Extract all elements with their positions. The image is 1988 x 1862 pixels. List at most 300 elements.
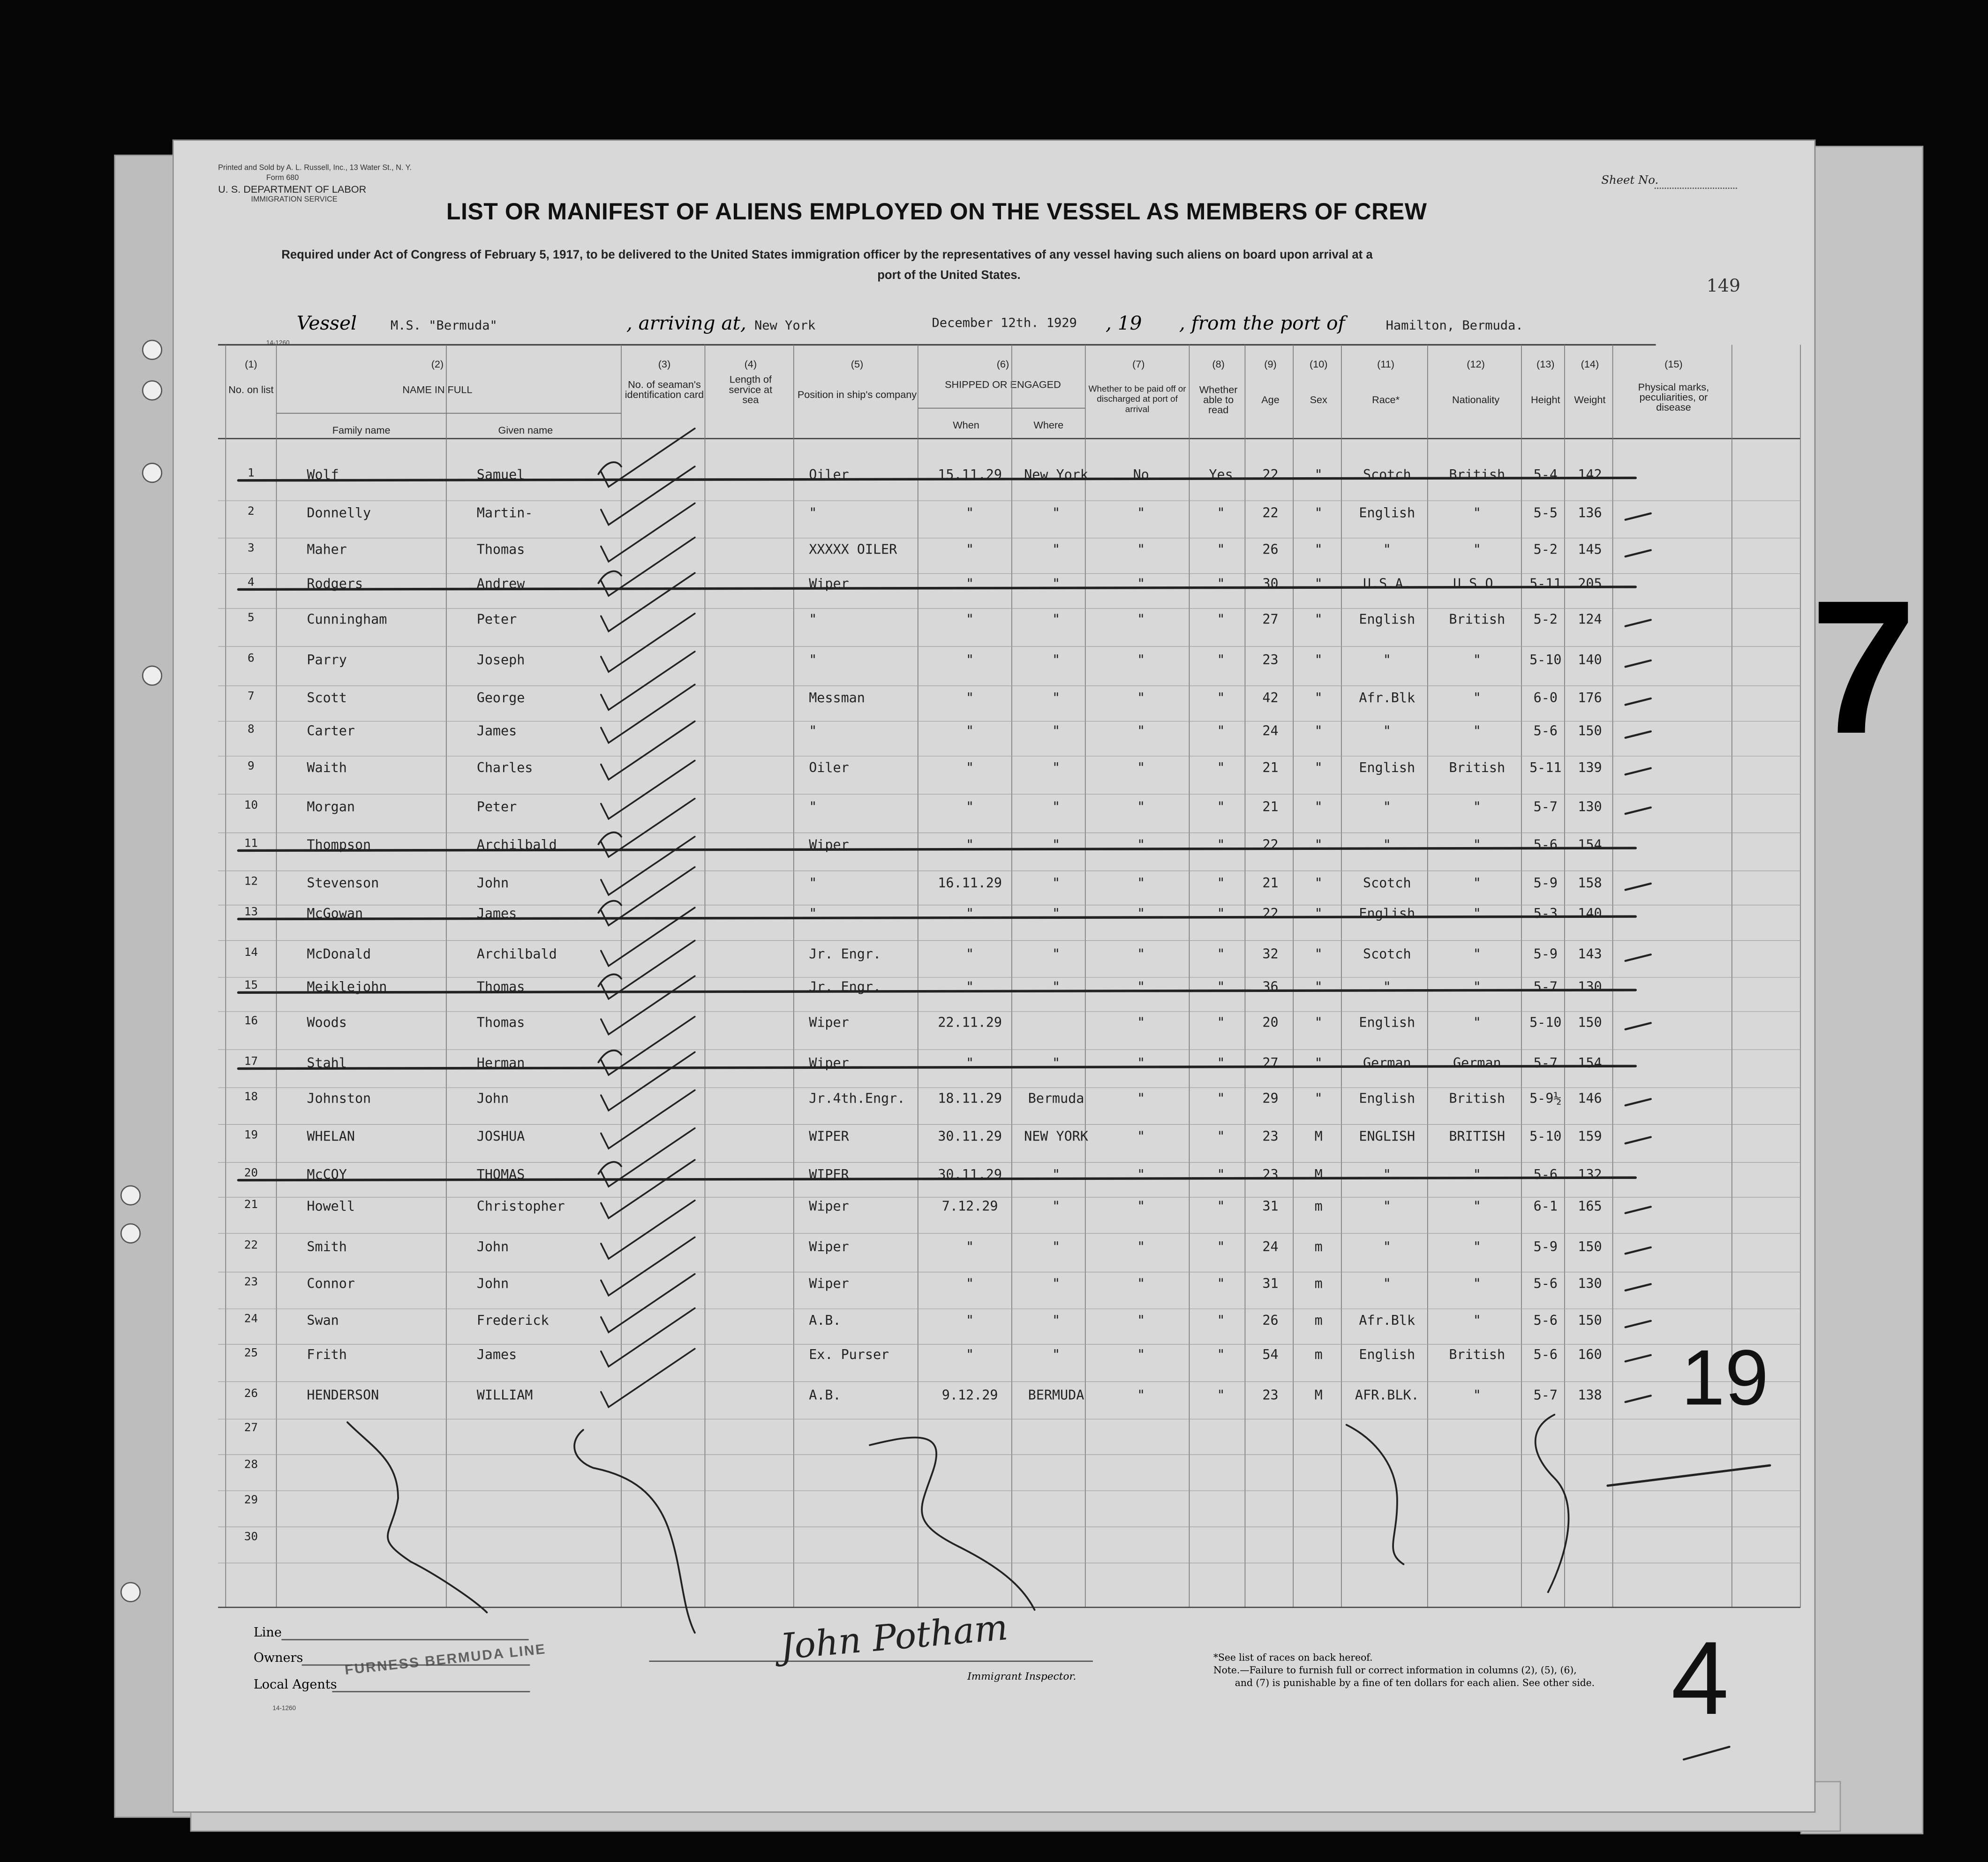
shipped-where: " [1052,800,1061,815]
given-name: Archilbald [476,838,557,853]
nationality: British [1449,612,1506,628]
checkmark [601,1349,695,1407]
family-name: Parry [307,653,347,668]
height: 5-2 [1533,612,1558,628]
family-name: Thompson [307,838,371,853]
able-to-read: " [1217,1015,1225,1031]
age: 42 [1262,691,1279,706]
shipped-when: 15.11.29 [938,467,1002,483]
race: English [1359,760,1416,776]
tick-mark [1626,1396,1651,1402]
race: Afr.Blk [1359,1313,1416,1329]
nationality: " [1473,724,1481,739]
position: " [809,653,817,668]
checkmark [601,760,695,818]
row-number: 13 [244,906,258,919]
race: Scotch [1363,467,1411,483]
row-number: 3 [248,542,255,556]
col15-header: Physical marks, peculiarities, or disease [1638,381,1709,413]
given-name: Peter [476,612,517,628]
age: 29 [1262,1091,1279,1107]
shipped-when: 7.12.29 [941,1199,998,1215]
race: AFR.BLK. [1355,1388,1419,1404]
checkmark [601,1090,695,1149]
row-number: 25 [244,1347,258,1360]
family-name: Howell [307,1199,355,1215]
manifest-subtitle-2: port of the United States. [877,269,1021,283]
given-name: WILLIAM [476,1388,533,1404]
height: 5-5 [1533,505,1558,521]
nationality: " [1473,1015,1481,1031]
age: 24 [1262,724,1279,739]
paid-off: " [1137,612,1145,628]
family-name: Carter [307,724,355,739]
given-name: John [476,1091,509,1107]
nationality: German [1453,1056,1501,1071]
race: Scotch [1363,876,1411,891]
given-name: Thomas [476,980,525,995]
col8-header: Whether able to read [1199,384,1238,416]
position: WIPER [809,1167,849,1183]
position: Ex. Purser [809,1347,889,1363]
able-to-read: " [1217,724,1225,739]
weight: 150 [1578,724,1602,739]
shipped-when: " [966,1313,974,1329]
able-to-read: " [1217,1388,1225,1404]
weight: 158 [1578,876,1602,891]
age: 22 [1262,505,1279,521]
form-code-bottom: 14-1260 [272,1705,296,1713]
shipped-when: " [966,906,974,922]
checkmark [601,652,695,710]
nationality: " [1473,838,1481,853]
col2a-header: Family name [332,424,391,436]
position: Wiper [809,838,849,853]
tick-mark [1626,1099,1651,1105]
row-number: 14 [244,946,258,960]
row-number: 9 [248,760,255,773]
department-name: U. S. DEPARTMENT OF LABOR [218,184,367,195]
col1-header: No. on list [228,384,274,396]
position: " [809,800,817,815]
col13-number: (13) [1536,359,1555,370]
row-number: 6 [248,653,255,666]
able-to-read: " [1217,542,1225,558]
ditto-scrawl [1536,1415,1569,1592]
shipped-when: " [966,577,974,592]
age: 21 [1262,800,1279,815]
row-number: 16 [244,1015,258,1029]
able-to-read: " [1217,1129,1225,1145]
paid-off: " [1137,1199,1145,1215]
vessel-label: Vessel [296,312,357,335]
able-to-read: " [1217,1239,1225,1255]
family-name: Rodgers [307,577,363,592]
shipped-when: " [966,724,974,739]
col5-number: (5) [851,359,864,370]
paid-off: " [1137,906,1145,922]
tally-count: 19 [1681,1335,1769,1422]
position: " [809,876,817,891]
family-name: Scott [307,691,347,706]
shipped-where: " [1052,505,1061,521]
col6b-header: Where [1033,420,1064,431]
family-name: Morgan [307,800,355,815]
tick-mark [1626,884,1651,890]
able-to-read: " [1217,612,1225,628]
paid-off: " [1137,876,1145,891]
position: Oiler [809,760,849,776]
sex: M [1314,1388,1323,1404]
age: 22 [1262,467,1279,483]
family-name: Meiklejohn [307,980,387,995]
shipped-where: " [1052,838,1061,853]
nationality: " [1473,1167,1481,1183]
form-code-top: 14-1260 [266,339,290,347]
ditto-scrawl [347,1422,487,1613]
paid-off: " [1137,724,1145,739]
race: Scotch [1363,946,1411,962]
able-to-read: " [1217,838,1225,853]
shipped-where: " [1052,1276,1061,1292]
row-number: 4 [248,577,255,590]
tick-mark [1626,1247,1651,1254]
page-four-underline [1684,1747,1729,1759]
col6-number: (6) [996,359,1009,370]
checkmark [601,503,695,562]
agents-rule [332,1691,530,1692]
position: " [809,612,817,628]
able-to-read: " [1217,1091,1225,1107]
col4-header: Length of service at sea [729,374,773,406]
shipped-when: " [966,800,974,815]
race: " [1383,1239,1391,1255]
height: 5-9½ [1529,1091,1562,1107]
age: 30 [1262,577,1279,592]
race: " [1383,542,1391,558]
paid-off: " [1137,1056,1145,1071]
ditto-scrawl [574,1430,695,1633]
nationality: " [1473,1276,1481,1292]
able-to-read: " [1217,1199,1225,1215]
weight: 154 [1578,1056,1602,1071]
manifest-title: LIST OR MANIFEST OF ALIENS EMPLOYED ON THE VESSEL AS MEMBERS OF CREW [446,197,1427,225]
col3-header: No. of seaman's identification card [625,379,704,401]
shipped-when: 9.12.29 [941,1388,998,1404]
able-to-read: " [1217,653,1225,668]
race: " [1383,1276,1391,1292]
weight: 130 [1578,1276,1602,1292]
col2-number: (2) [431,359,444,370]
height: 5-3 [1533,906,1558,922]
able-to-read: " [1217,760,1225,776]
checkmark [601,614,695,672]
race: English [1359,505,1416,521]
tally-underline [1608,1465,1770,1486]
races-note: *See list of races on back hereof. [1213,1652,1373,1663]
row-number: 22 [244,1239,258,1253]
shipped-when: " [966,691,974,706]
height: 5-6 [1533,1313,1558,1329]
shipped-when: " [966,838,974,853]
height: 5-6 [1533,724,1558,739]
paid-off: " [1137,1091,1145,1107]
nationality: " [1473,691,1481,706]
position: " [809,906,817,922]
given-name: James [476,724,517,739]
family-name: Frith [307,1347,347,1363]
col2b-header: Given name [498,424,553,436]
margin-page-four: 4 [1671,1621,1729,1737]
family-name: WHELAN [307,1129,355,1145]
able-to-read: " [1217,876,1225,891]
shipped-where: " [1052,1347,1061,1363]
ditto-scrawl [870,1438,1035,1610]
tick-mark [1626,698,1651,705]
sex: " [1314,1015,1323,1031]
able-to-read: " [1217,946,1225,962]
age: 22 [1262,906,1279,922]
col9-number: (9) [1264,359,1277,370]
col7-number: (7) [1132,359,1145,370]
family-name: Stevenson [307,876,379,891]
weight: 146 [1578,1091,1602,1107]
height: 5-10 [1529,653,1562,668]
age: 54 [1262,1347,1279,1363]
sex: " [1314,980,1323,995]
height: 5-6 [1533,1347,1558,1363]
paid-off: " [1137,653,1145,668]
sex: " [1314,653,1323,668]
paid-off: " [1137,1015,1145,1031]
age: 21 [1262,876,1279,891]
age: 21 [1262,760,1279,776]
family-name: HENDERSON [307,1388,379,1404]
weight: 176 [1578,691,1602,706]
line-label: Line [253,1626,282,1641]
nationality: British [1449,467,1506,483]
row-number: 20 [244,1167,258,1180]
sex: " [1314,876,1323,891]
checkmark [601,1017,695,1075]
paid-off: " [1137,760,1145,776]
family-name: Stahl [307,1056,347,1071]
family-name: Wolf [307,467,339,483]
inspector-signature: John Potham [778,1606,1010,1668]
row-number: 11 [244,838,258,851]
tick-mark [1626,620,1651,626]
race: English [1359,1347,1416,1363]
col12-number: (12) [1467,359,1485,370]
shipped-where: " [1052,1167,1061,1183]
nationality: " [1473,1239,1481,1255]
shipped-where: " [1052,1199,1061,1215]
col12-header: Nationality [1452,394,1500,406]
paid-off: " [1137,542,1145,558]
given-name: Peter [476,800,517,815]
col1-number: (1) [245,359,257,370]
position: Oiler [809,467,849,483]
age: 26 [1262,1313,1279,1329]
position: Wiper [809,1276,849,1292]
col14-header: Weight [1574,394,1606,406]
row-number: 24 [244,1313,258,1326]
family-name: Cunningham [307,612,387,628]
race: English [1359,1091,1416,1107]
shipped-where: " [1052,653,1061,668]
nationality: " [1473,505,1481,521]
sex: " [1314,542,1323,558]
age: 23 [1262,1388,1279,1404]
position: " [809,505,817,521]
col4-number: (4) [744,359,757,370]
from-port-label: , from the port of [1179,312,1345,335]
age: 31 [1262,1199,1279,1215]
shipped-where: NEW YORK [1024,1129,1088,1145]
age: 26 [1262,542,1279,558]
age: 23 [1262,653,1279,668]
row-number: 28 [244,1459,258,1472]
tick-mark [1626,731,1651,738]
tick-mark [1626,1284,1651,1291]
race: " [1383,1167,1391,1183]
given-name: Christopher [476,1199,565,1215]
weight: 143 [1578,946,1602,962]
arriving-label: , arriving at, [626,312,746,335]
height: 5-9 [1533,1239,1558,1255]
age: 36 [1262,980,1279,995]
given-name: JOSHUA [476,1129,525,1145]
given-name: Thomas [476,542,525,558]
position: Wiper [809,1199,849,1215]
manifest-subtitle-1: Required under Act of Congress of February 5, 1917, to be delivered to the United States immigration officer by the representatives of any vessel having such aliens on board upon arrival at a [281,248,1373,263]
race: " [1383,1199,1391,1215]
sex: " [1314,760,1323,776]
nationality: " [1473,876,1481,891]
penalty-note-2: and (7) is punishable by a fine of ten dollars for each alien. See other side. [1235,1677,1595,1689]
able-to-read: " [1217,800,1225,815]
sex: m [1314,1276,1323,1292]
shipped-where: " [1052,612,1061,628]
row-number: 2 [248,505,255,518]
height: 5-7 [1533,1056,1558,1071]
nationality: U.S.O. [1453,577,1501,592]
paid-off: " [1137,980,1145,995]
weight: 142 [1578,467,1602,483]
able-to-read: " [1217,1167,1225,1183]
race: " [1383,800,1391,815]
given-name: James [476,906,517,922]
shipped-when: " [966,542,974,558]
owners-label: Owners [253,1652,303,1666]
row-number: 1 [248,467,255,481]
family-name: McDonald [307,946,371,962]
weight: 140 [1578,653,1602,668]
tick-mark [1626,1355,1651,1362]
paid-off: " [1137,946,1145,962]
arrival-port: New York [754,319,816,334]
age: 23 [1262,1167,1279,1183]
given-name: Samuel [476,467,525,483]
sex: M [1314,1167,1323,1183]
shipped-when: 16.11.29 [938,876,1002,891]
col6-header: SHIPPED OR ENGAGED [945,379,1061,390]
form-number: Form 680 [266,175,299,183]
tick-mark [1626,954,1651,961]
paid-off: " [1137,1313,1145,1329]
age: 23 [1262,1129,1279,1145]
inspector-label: Immigrant Inspector. [967,1671,1077,1682]
paid-off: " [1137,505,1145,521]
paid-off: " [1137,800,1145,815]
shipped-where: " [1052,760,1061,776]
shipped-when: " [966,653,974,668]
paid-off: " [1137,691,1145,706]
row-number: 26 [244,1388,258,1401]
printer-credit: Printed and Sold by A. L. Russell, Inc., 13 Water St., N. Y. [218,165,412,173]
family-name: Smith [307,1239,347,1255]
col11-number: (11) [1377,359,1395,370]
tick-mark [1626,1207,1651,1213]
shipped-where: " [1052,577,1061,592]
height: 5-7 [1533,980,1558,995]
col6a-header: When [953,420,979,431]
weight: 150 [1578,1313,1602,1329]
tick-mark [1626,513,1651,520]
position: " [809,724,817,739]
position: XXXXX OILER [809,542,897,558]
sex: " [1314,946,1323,962]
col9-header: Age [1261,394,1280,406]
row-number: 29 [244,1494,258,1508]
nationality: British [1449,1347,1506,1363]
tick-mark [1626,1023,1651,1029]
position: Wiper [809,1239,849,1255]
given-name: Herman [476,1056,525,1071]
shipped-where: " [1052,980,1061,995]
position: A.B. [809,1388,841,1404]
weight: 154 [1578,838,1602,853]
row-number: 15 [244,980,258,993]
nationality: " [1473,653,1481,668]
shipped-when: 22.11.29 [938,1015,1002,1031]
paid-off: " [1137,1276,1145,1292]
shipped-when: " [966,1276,974,1292]
col8-number: (8) [1212,359,1225,370]
col5-header: Position in ship's company [797,389,917,401]
row-number: 30 [244,1531,258,1544]
nationality: " [1473,980,1481,995]
service-name: IMMIGRATION SERVICE [251,196,338,204]
sex: " [1314,612,1323,628]
nationality: " [1473,946,1481,962]
sex: m [1314,1313,1323,1329]
col10-number: (10) [1309,359,1328,370]
weight: 160 [1578,1347,1602,1363]
position: Jr. Engr. [809,980,881,995]
age: 20 [1262,1015,1279,1031]
weight: 138 [1578,1388,1602,1404]
position: Jr. Engr. [809,946,881,962]
shipped-when: 30.11.29 [938,1129,1002,1145]
height: 5-10 [1529,1129,1562,1145]
col10-header: Sex [1310,394,1327,406]
weight: 205 [1578,577,1602,592]
checkmark [601,1052,695,1110]
age: 22 [1262,838,1279,853]
race: German [1363,1056,1411,1071]
arrival-date: December 12th. 1929 [932,317,1077,331]
